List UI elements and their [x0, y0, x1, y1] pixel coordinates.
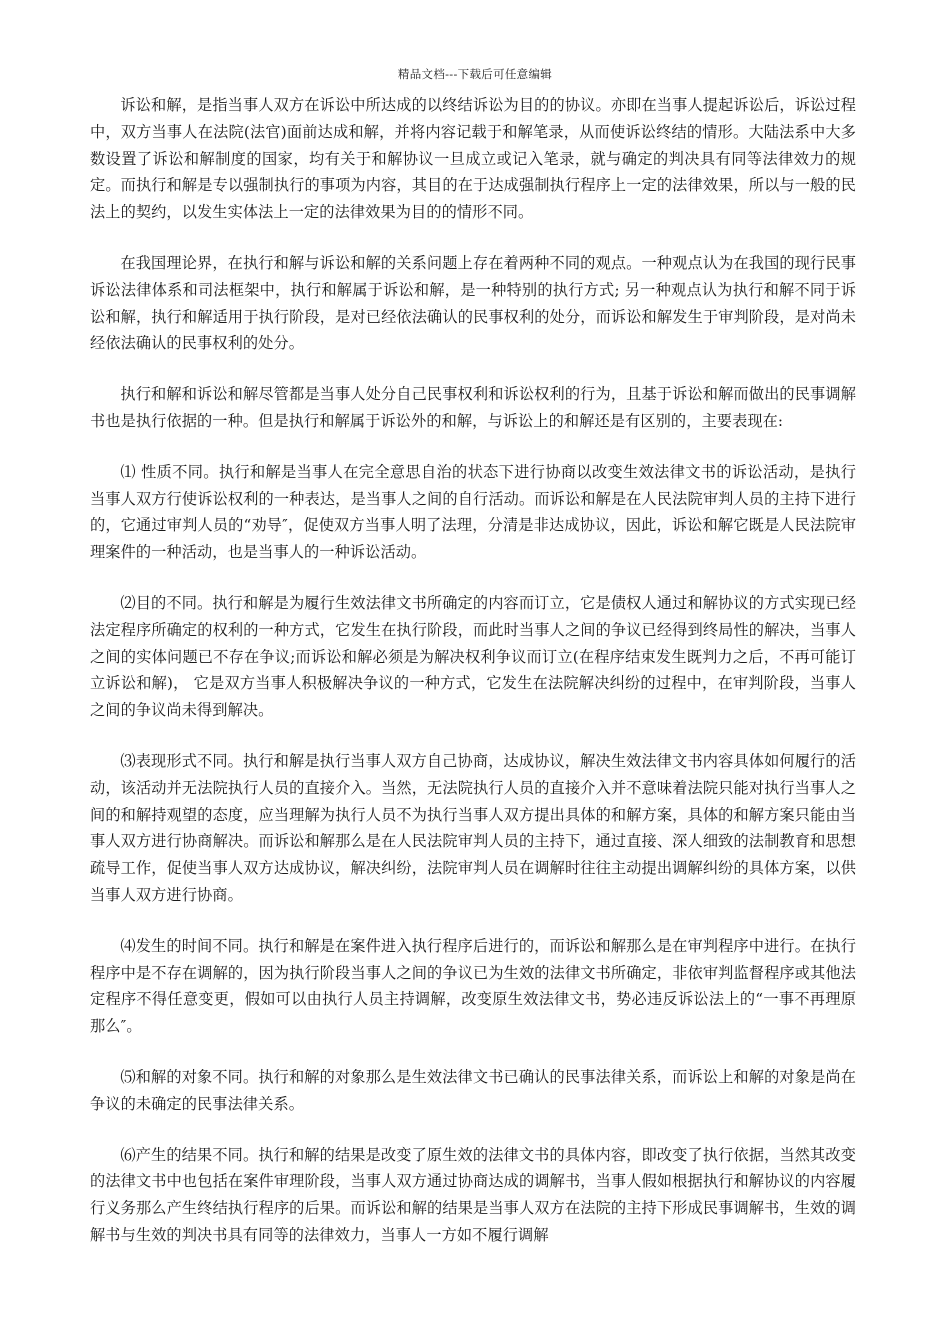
paragraph-item-6: ⑹产生的结果不同。执行和解的结果是改变了原生效的法律文书的具体内容，即改变了执行依据，当然其改变的法律文书中也包括在案件审理阶段，当事人双方通过协商达成的调解书，当事人假如根据执行和解协议的内容履行义务那么产生终结执行程序的后果。而诉讼和解的结果是当事人双方在法院的主持下形成民事调解书，生效的调解书与生效的判决书具有同等的法律效力，当事人一方如不履行调解 [90, 1145, 856, 1244]
paragraph-differences-intro: 执行和解和诉讼和解尽管都是当事人处分自己民事权利和诉讼权利的行为，且基于诉讼和解而做出的民事调解书也是执行依据的一种。但是执行和解属于诉讼外的和解，与诉讼上的和解还是有区别的，主要表现在: [90, 385, 856, 430]
paragraph-item-1: ⑴ 性质不同。执行和解是当事人在完全意思自治的状态下进行协商以改变生效法律文书的诉讼活动，是执行当事人双方行使诉讼权利的一种表达，是当事人之间的自行活动。而诉讼和解是在人民法院审判人员的主持下进行的，它通过审判人员的“劝导″，促使双方当事人明了法理，分清是非达成协议，因此，诉讼和解它既是人民法院审理案件的一种活动，也是当事人的一种诉讼活动。 [90, 462, 856, 562]
document-body [90, 92, 856, 1273]
paragraph-theory: 在我国理论界，在执行和解与诉讼和解的关系问题上存在着两种不同的观点。一种观点认为在我国的现行民事诉讼法律体系和司法框架中，执行和解属于诉讼和解，是一种特别的执行方式; 另一种观点认为执行和解不同于诉讼和解，执行和解适用于执行阶段，是对已经依法确认的民事权利的处分，而诉讼和解发生于审判阶段，是对尚未经依法确认的民事权利的处分。 [90, 253, 856, 353]
paragraph-item-5: ⑸和解的对象不同。执行和解的对象那么是生效法律文书已确认的民事法律关系，而诉讼上和解的对象是尚在争议的未确定的民事法律关系。 [90, 1067, 856, 1113]
page-header: 精品文档---下载后可任意编辑 [397, 67, 553, 81]
paragraph-item-3: ⑶表现形式不同。执行和解是执行当事人双方自己协商，达成协议，解决生效法律文书内容具体如何履行的活动，该活动并无法院执行人员的直接介入。当然，无法院执行人员的直接介入并不意味着法院只能对执行当事人之间的和解持观望的态度，应当理解为执行人员不为执行当事人双方提出具体的和解方案，具体的和解方案只能由当事人双方进行协商解决。而诉讼和解那么是在人民法院审判人员的主持下，通过直接、深人细致的法制教育和思想疏导工作，促使当事人双方达成协议，解决纠纷，法院审判人员在调解时往往主动提出调解纠纷的具体方案，以供当事人双方进行协商。 [90, 751, 856, 904]
paragraph-item-2: ⑵目的不同。执行和解是为履行生效法律文书所确定的内容而订立，它是债权人通过和解协议的方式实现已经法定程序所确定的权利的一种方式，它发生在执行阶段，而此时当事人之间的争议已经得到终局性的解决，当事人之间的实体问题已不存在争议;而诉讼和解必须是为解决权利争议而订立(在程序结束发生既判力之后，不再可能订立诉讼和解)， 它是双方当事人积极解决争议的一种方式，它发生在法院解决纠纷的过程中，在审判阶段，当事人之间的争议尚未得到解决。 [90, 593, 856, 720]
paragraph-intro: 诉讼和解，是指当事人双方在诉讼中所达成的以终结诉讼为目的的协议。亦即在当事人提起诉讼后，诉讼过程中，双方当事人在法院(法官)面前达成和解，并将内容记载于和解笔录，从而使诉讼终结的情形。大陆法系中大多数设置了诉讼和解制度的国家，均有关于和解协议一旦成立或记入笔录，就与确定的判决具有同等法律效力的规定。而执行和解是专以强制执行的事项为内容，其目的在于达成强制执行程序上一定的法律效果，所以与一般的民法上的契约，以发生实体法上一定的法律效果为目的的情形不同。 [90, 96, 856, 222]
paragraph-item-4: ⑷发生的时间不同。执行和解是在案件进入执行程序后进行的，而诉讼和解那么是在审判程序中进行。在执行程序中是不存在调解的，因为执行阶段当事人之间的争议已为生效的法律文书所确定，非依审判监督程序或其他法定程序不得任意变更，假如可以由执行人员主持调解，改变原生效法律文书，势必违反诉讼法上的“一事不再理原那么″。 [90, 936, 856, 1036]
